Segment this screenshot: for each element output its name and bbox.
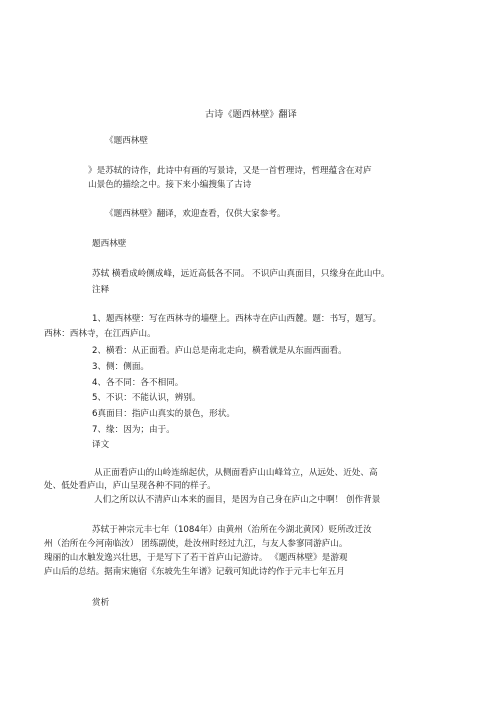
section-heading: 赏析 bbox=[92, 598, 110, 608]
translation-line: 人们之所以认不清庐山本来的面目，是因为自己身在庐山之中啊！ 创作背景 bbox=[94, 495, 381, 505]
note-line: 5、不识：不能认识，辨别。 bbox=[92, 393, 201, 403]
note-line: 2、横看：从正面看。庐山总是南北走向，横看就是从东面西面看。 bbox=[92, 346, 347, 356]
background-line: 庐山后的总结。据南宋施宿《东坡先生年谱》记载可知此诗约作于元丰七年五月 bbox=[44, 567, 345, 577]
section-heading: 题西林壁 bbox=[92, 239, 127, 249]
note-line: 3、侧：侧面。 bbox=[92, 362, 150, 372]
background-line: 瑰丽的山水触发逸兴壮思，于是写下了若干首庐山记游诗。 《题西林壁》是游观 bbox=[44, 553, 348, 563]
poem-line: 苏轼 横看成岭侧成峰，远近高低各不同。 不识庐山真面目，只缘身在此山中。 bbox=[92, 269, 390, 279]
translation-line: 从正面看庐山的山岭连绵起伏，从侧面看庐山山峰耸立，从远处、近处、高 bbox=[94, 468, 378, 478]
note-line: 1、题西林壁：写在西林寺的墙壁上。西林寺在庐山西麓。题：书写，题写。 bbox=[92, 314, 382, 324]
note-line: 西林：西林寺，在江西庐山。 bbox=[44, 329, 156, 339]
text-line: 《题西林壁 bbox=[105, 136, 148, 146]
text-line: 》是苏轼的诗作，此诗中有画的写景诗，又是一首哲理诗，哲理蕴含在对庐 bbox=[88, 166, 372, 176]
section-heading: 译文 bbox=[92, 440, 110, 450]
text-line: 山景色的描绘之中。接下来小编搜集了古诗 bbox=[88, 180, 252, 190]
background-line: 苏轼于神宗元丰七年（1084年）由黄州（治所在今湖北黄冈）贬所改迁汝 bbox=[92, 525, 372, 535]
document-title: 古诗《题西林壁》翻译 bbox=[205, 109, 297, 120]
translation-line: 处、低处看庐山，庐山呈现各种不同的样子。 bbox=[44, 481, 216, 491]
note-line: 6真面目：指庐山真实的景色，形状。 bbox=[92, 409, 235, 419]
text-line: 《题西林壁》翻译，欢迎查看，仅供大家参考。 bbox=[105, 209, 286, 219]
section-heading: 注释 bbox=[92, 285, 110, 295]
note-line: 4、各不同：各不相同。 bbox=[92, 378, 184, 388]
background-line: 州（治所在今河南临汝） 团练副使，赴汝州时经过九江，与友人参寥同游庐山。 bbox=[44, 539, 348, 549]
note-line: 7、缘：因为；由于。 bbox=[92, 425, 175, 435]
